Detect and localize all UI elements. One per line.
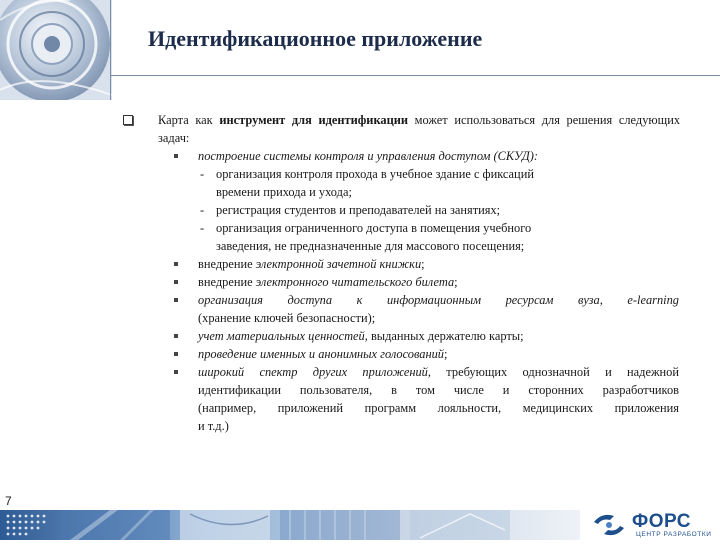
sub-item-3-cont bbox=[120, 237, 680, 255]
list-item-wide-cont-3 bbox=[120, 417, 680, 435]
item-voting-end: ; bbox=[444, 347, 448, 361]
square-bullet-icon bbox=[174, 334, 178, 338]
sub-item-3-cont-text: заведения, не предназначенные для массового посещения; bbox=[216, 239, 525, 253]
list-item-ezk bbox=[120, 255, 680, 273]
intro-bold: инструмент для идентификации bbox=[219, 113, 409, 127]
list-item-resources-cont bbox=[120, 309, 680, 327]
item-wide-plain-3: (например, приложений программ лояльности, медицинских приложения bbox=[198, 401, 679, 415]
item-ecb-end: ; bbox=[454, 275, 458, 289]
dash-bullet: - bbox=[200, 221, 205, 235]
item-wide-plain-1: , требующих однозначной и надежной bbox=[427, 365, 680, 379]
sub-item-2 bbox=[120, 201, 680, 219]
corner-decoration bbox=[0, 0, 112, 100]
square-bullet-icon bbox=[174, 154, 178, 158]
square-bullet-icon bbox=[174, 280, 178, 284]
sub-item-3-text: организация ограниченного доступа в помещения учебного bbox=[216, 221, 532, 235]
list-item-ecb bbox=[120, 273, 680, 291]
item-wide-italic: широкий спектр других приложений bbox=[198, 365, 428, 379]
dash-bullet: - bbox=[200, 203, 205, 217]
item-ecb-prefix: внедрение bbox=[198, 275, 256, 289]
item-wide-plain-2: идентификации пользователя, в том числе и сторонних разработчиков bbox=[198, 383, 679, 397]
page-title: Идентификационное приложение bbox=[148, 26, 483, 51]
dash-bullet: - bbox=[200, 167, 205, 181]
list-item-voting bbox=[120, 345, 680, 363]
page-number: 7 bbox=[5, 494, 12, 508]
logo-mark-icon bbox=[588, 510, 632, 540]
item-material-plain: , выданных держателю карты; bbox=[364, 329, 524, 343]
logo-name: ФОРС bbox=[632, 511, 691, 532]
item-ezk-italic: электронной зачетной книжки bbox=[255, 257, 422, 271]
square-bullet-icon bbox=[174, 370, 178, 374]
sub-item-1 bbox=[120, 165, 680, 183]
list-item-wide bbox=[120, 363, 680, 381]
header-vertical-rule bbox=[110, 0, 111, 100]
item-material-italic: учет материальных ценностей bbox=[198, 329, 365, 343]
slide-body bbox=[120, 111, 680, 435]
sub-item-3 bbox=[120, 219, 680, 237]
sub-item-1-cont-text: времени прихода и ухода; bbox=[216, 185, 352, 199]
item-resources-cont-text: (хранение ключей безопасности); bbox=[198, 311, 376, 325]
square-bullet-icon bbox=[174, 262, 178, 266]
header-horizontal-rule bbox=[110, 75, 720, 76]
logo-tagline: ЦЕНТР РАЗРАБОТКИ bbox=[636, 531, 712, 538]
item-wide-plain-4: и т.д.) bbox=[198, 419, 229, 433]
checkbox-bullet-icon bbox=[123, 115, 133, 125]
item-resources-italic: организация доступа к информационным ресурсам вуза, e-learning bbox=[198, 293, 679, 307]
sub-item-1-cont bbox=[120, 183, 680, 201]
item-ezk-prefix: внедрение bbox=[198, 257, 256, 271]
item-voting-italic: проведение именных и анонимных голосований bbox=[198, 347, 444, 361]
intro-prefix: Карта как bbox=[158, 113, 220, 127]
item-ecb-italic: электронного читательского билета bbox=[255, 275, 455, 289]
item-skud-text: построение системы контроля и управления доступом (СКУД): bbox=[198, 149, 538, 163]
square-bullet-icon bbox=[174, 298, 178, 302]
sub-item-1-text: организация контроля прохода в учебное здание с фиксаций bbox=[216, 167, 534, 181]
list-item-material bbox=[120, 327, 680, 345]
item-ezk-end: ; bbox=[421, 257, 425, 271]
list-item-wide-cont-1 bbox=[120, 381, 680, 399]
footer-decoration bbox=[0, 510, 580, 540]
intro-paragraph bbox=[120, 111, 680, 147]
list-item-skud bbox=[120, 147, 680, 165]
company-logo bbox=[588, 510, 718, 540]
intro-suffix: может использоваться для решения следующих задач: bbox=[158, 113, 681, 145]
list-item-resources bbox=[120, 291, 680, 309]
square-bullet-icon bbox=[174, 352, 178, 356]
list-item-wide-cont-2 bbox=[120, 399, 680, 417]
sub-item-2-text: регистрация студентов и преподавателей на занятиях; bbox=[216, 203, 501, 217]
